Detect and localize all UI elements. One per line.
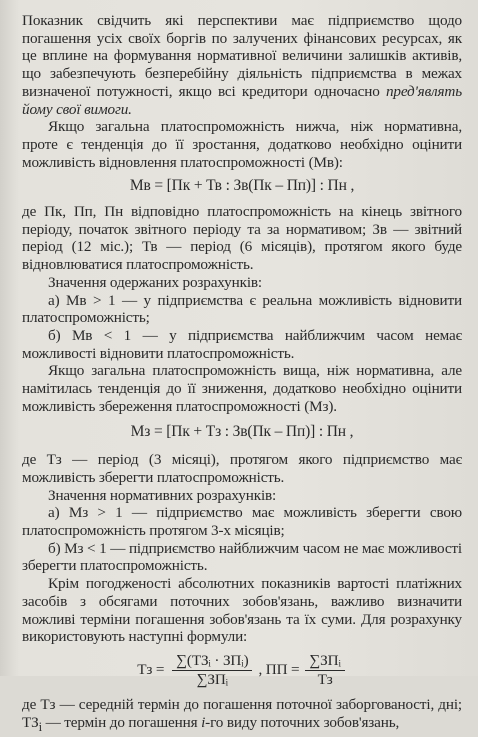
paragraph-11: б) Мз < 1 — підприємство найближчим часом не має можливості зберегти платоспроможність.	[22, 539, 462, 575]
fraction-pp	[305, 652, 344, 688]
paragraph-7: Якщо загальна платоспроможність вища, ніж нормативна, але намітилась тенденція до її зниження, додатково необхідно оцінити можливість збереження платоспроможності (Мз).	[22, 362, 462, 415]
formula-mz: Мз = [Пк + Тз : Зв(Пк – Пп)] : Пн ,	[130, 423, 354, 441]
formula-tz-label: Тз =	[137, 661, 165, 679]
formula-tz-pp	[22, 652, 462, 688]
paragraph-4: Значення одержаних розрахунків:	[48, 273, 262, 291]
fraction-tz	[172, 652, 252, 688]
fraction-tz-numerator: ∑(ТЗᵢ · ЗПᵢ)	[172, 652, 252, 671]
formula-pp-label: , ПП =	[258, 661, 300, 679]
paragraph-6: б) Мв < 1 — у підприємства найближчим часом немає можливості відновити платоспроможність.	[22, 326, 462, 362]
italic-i: i	[201, 714, 206, 732]
paragraph-2: Якщо загальна платоспроможність нижча, ніж нормативна, проте є тенденція до її зростання, додатково необхідно оцінити можливість відновлення платоспроможності (Мв):	[22, 118, 462, 171]
paragraph-5: а) Мв > 1 — у підприємства є реальна можливість відновити платоспроможність;	[22, 291, 462, 327]
subscript-i: i	[38, 720, 42, 735]
paragraph-10: а) Мз > 1 — підприємство має можливість зберегти свою платоспроможність протягом 3-х місяців;	[22, 504, 462, 539]
fraction-pp-numerator: ∑ЗПᵢ	[305, 652, 344, 671]
paragraph-13: де Тз — середній термін до погашення поточної заборгованості, дні; $ТЗ_i$ — термін до погашення i-го виду поточних зобов'язань,	[22, 696, 462, 735]
fraction-pp-denominator: Тз	[317, 670, 333, 688]
paragraph-9: Значення нормативних розрахунків:	[48, 486, 277, 504]
paragraph-8: де Тз — період (3 місяці), протягом якого підприємство має можливість зберегти платоспроможність.	[22, 451, 462, 486]
fraction-tz-denominator: ∑ЗПᵢ	[196, 670, 229, 688]
paragraph-3: де Пк, Пп, Пн відповідно платоспроможність на кінець звітного періоду, початок звітного періоду та за нормативом; Зв — звітний період (12 міс.); Тв — період (6 місяців), протягом якого буде відновлюватися платоспроможність.	[22, 203, 462, 274]
paragraph-1-emphasis: пред'являть йому свої вимоги.	[22, 82, 462, 118]
formula-mv: Мв = [Пк + Тв : Зв(Пк – Пп)] : Пн ,	[129, 177, 355, 195]
paragraph-12: Крім погодженості абсолютних показників вартості платіжних засобів з обсягами поточних зобов'язань, важливо визначити можливі терміни погашення зобов'язань та їх суми. Для розрахунку використовують наступні формули:	[22, 575, 462, 646]
paragraph-1: Показник свідчить які перспективи має підприємство щодо погашення усіх своїх боргів по залучених фінансових ресурсах, як це вплине на формування нормативної величини залишків активів, що забезпечують безперебійну діяльність підприємства в межах визначеної потужності, якщо всі кредитори одночасно пред'являть йому свої вимоги.	[22, 12, 462, 118]
